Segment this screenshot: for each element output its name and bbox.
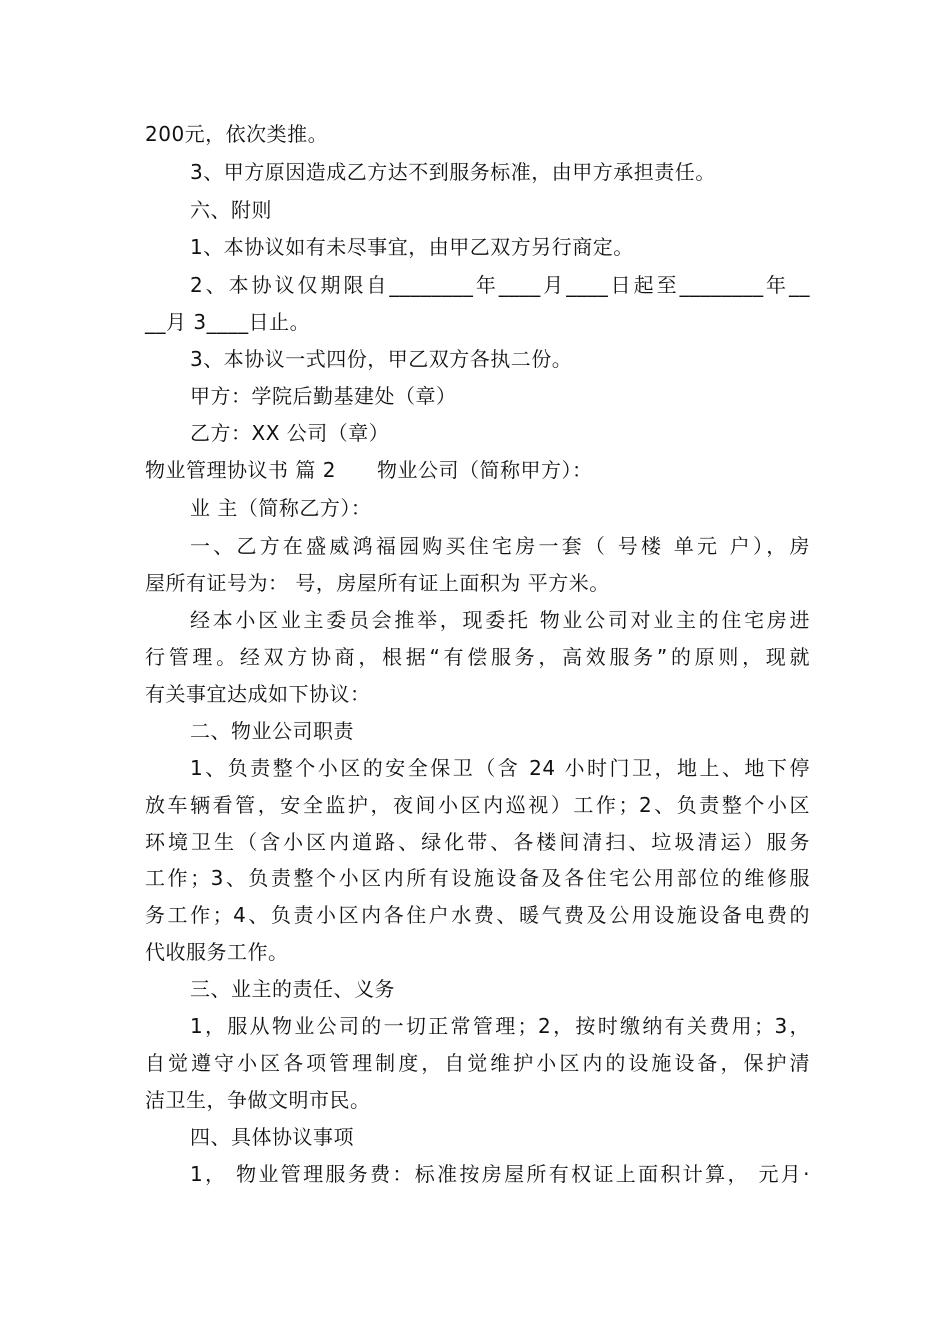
text-line: __月 3____日止。: [145, 310, 311, 334]
section-heading: 三、业主的责任、义务: [190, 977, 395, 1001]
text-line: 1、本协议如有未尽事宜，由甲乙双方另行商定。: [190, 235, 634, 259]
text-line: 业 主（简称乙方）：: [190, 496, 372, 520]
text-line: 1， 物业管理服务费：标准按房屋所有权证上面积计算， 元月·: [190, 1162, 810, 1186]
text-line: 有关事宜达成如下协议：: [145, 682, 371, 706]
signature-party-a: 甲方：学院后勤基建处（章）: [190, 384, 457, 408]
signature-party-b: 乙方：XX 公司（章）: [190, 421, 390, 445]
text-line: 3、本协议一式四份，甲乙双方各执二份。: [190, 347, 573, 371]
text-line: 1、负责整个小区的安全保卫（含 24 小时门卫，地上、地下停: [190, 756, 810, 780]
text-line: 行管理。经双方协商，根据“有偿服务，高效服务”的原则，现就: [145, 645, 810, 669]
text-line: 经本小区业主委员会推举，现委托 物业公司对业主的住宅房进: [190, 608, 810, 632]
document-title: 物业管理协议书 篇 2 物业公司（简称甲方）：: [145, 458, 593, 482]
text-line: 3、甲方原因造成乙方达不到服务标准，由甲方承担责任。: [190, 160, 716, 184]
text-line: 工作；3、负责整个小区内所有设施设备及各住宅公用部位的维修服: [145, 866, 810, 890]
text-line: 环境卫生（含小区内道路、绿化带、各楼间清扫、垃圾清运）服务: [145, 830, 810, 854]
section-heading: 四、具体协议事项: [190, 1125, 354, 1149]
text-line: 2、本协议仅期限自________年____月____日起至________年__: [190, 273, 810, 297]
text-line: 代收服务工作。: [145, 940, 289, 964]
text-line: 放车辆看管，安全监护，夜间小区内巡视）工作；2、负责整个小区: [145, 793, 810, 817]
text-line: 屋所有证号为： 号，房屋所有证上面积为 平方米。: [145, 571, 610, 595]
text-line: 一、乙方在盛威鸿福园购买住宅房一套（ 号楼 单元 户），房: [190, 534, 810, 558]
section-heading: 二、物业公司职责: [190, 719, 354, 743]
section-heading: 六、附则: [190, 198, 272, 222]
text-line: 1，服从物业公司的一切正常管理；2，按时缴纳有关费用；3，: [190, 1014, 810, 1038]
text-line: 自觉遵守小区各项管理制度，自觉维护小区内的设施设备，保护清: [145, 1051, 810, 1075]
text-line: 务工作；4、负责小区内各住户水费、暖气费及公用设施设备电费的: [145, 903, 810, 927]
text-line: 洁卫生，争做文明市民。: [145, 1088, 371, 1112]
text-line: 200元，依次类推。: [145, 122, 329, 146]
